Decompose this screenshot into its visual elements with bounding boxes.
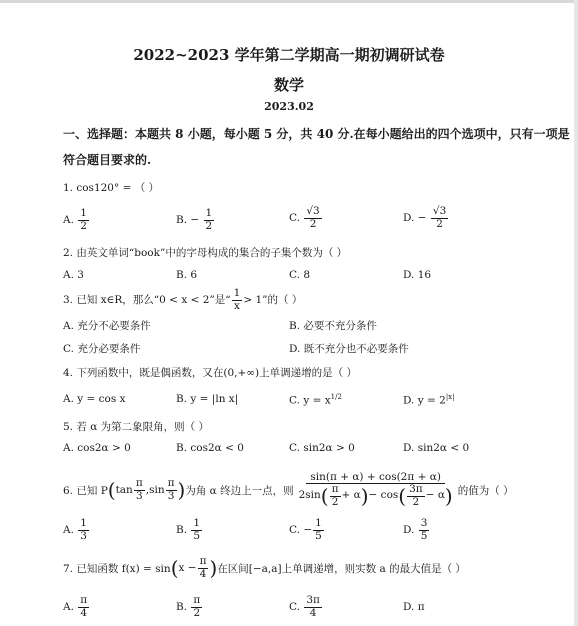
exam-title: 2022~2023 学年第二学期高一期初调研试卷 (133, 46, 445, 64)
question-2-option-b: B. 6 (176, 269, 198, 281)
question-2-option-c: C. 8 (289, 269, 311, 281)
question-1-option-b: B. − $\frac{1}{2}$ (176, 207, 213, 232)
question-6-stem: 6. 已知 P ( tan $\frac{\pi}{3}$ , sin $\frac{\pi}{3}$ ) 为角 α 终边上一点，则 sin(π + α) + cos(2π + α) 2sin ( $\frac{\pi}{2}$ + α ) − cos ( $\frac{3\pi}{2}$ − α ) 的值为（ ） (63, 470, 514, 509)
question-6-option-b: B. $\frac{1}{5}$ (176, 517, 201, 542)
question-7-option-a: A. $\frac{\pi}{4}$ (63, 594, 88, 619)
section-heading-line1: 一、选择题：本题共 8 小题，每小题 5 分，共 40 分.在每小题给出的四个选项中，只有一项是 (63, 127, 570, 141)
question-4-stem: 4. 下列函数中，既是偶函数，又在(0,+∞)上单调递增的是（ ） (63, 367, 357, 379)
question-1-option-a: A. $\frac{1}{2}$ (63, 207, 87, 232)
question-2-option-a: A. 3 (63, 269, 84, 281)
question-3-option-b: B. 必要不充分条件 (289, 320, 377, 332)
question-7-option-c: C. $\frac{3\pi}{4}$ (289, 594, 320, 619)
question-6-option-a: A. $\frac{1}{3}$ (63, 517, 87, 542)
question-5-option-a: A. cos2α > 0 (63, 442, 131, 454)
question-7-option-b: B. $\frac{\pi}{2}$ (176, 594, 201, 619)
question-4-option-d: D. $y = 2^{|x|}$ (403, 393, 455, 407)
question-5-option-c: C. sin2α > 0 (289, 442, 355, 454)
subject-title: 数学 (273, 76, 304, 94)
section-heading-line2: 符合题目要求的. (63, 153, 152, 167)
question-1-option-c: C. $\frac{√3}{2}$ (289, 205, 320, 230)
question-5-option-d: D. sin2α < 0 (403, 442, 470, 454)
question-5-option-b: B. cos2α < 0 (176, 442, 244, 454)
question-7-stem: 7. 已知函数 f(x) = sin ( x − $\frac{\pi}{4}$ ) 在区间[−a,a]上单调递增，则实数 a 的最大值是（ ） (63, 555, 466, 581)
question-3-stem: 3. 已知 x∈R，那么“0 < x < 2”是“ $\frac{1}{x}$ > 1”的（ ） (63, 287, 303, 312)
question-7-option-d: D. π (403, 601, 425, 613)
question-3-option-d: D. 既不充分也不必要条件 (289, 343, 409, 355)
exam-date: 2023.02 (264, 100, 314, 113)
question-2-option-d: D. 16 (403, 269, 432, 281)
question-2-stem: 2. 由英文单词“book”中的字母构成的集合的子集个数为（ ） (63, 247, 348, 259)
question-6-option-c: C. − $\frac{1}{5}$ (289, 517, 322, 542)
question-3-option-a: A. 充分不必要条件 (63, 320, 151, 332)
question-1-stem: 1. cos120° = （ ） (63, 182, 160, 194)
question-1-option-d: D. − $\frac{√3}{2}$ (403, 205, 447, 230)
question-4-option-c: C. $y = x^{1/2}$ (289, 393, 342, 407)
question-3-option-c: C. 充分必要条件 (63, 343, 141, 355)
question-4-option-b: B. y = |ln x| (176, 393, 239, 405)
question-4-option-a: A. y = cos x (63, 393, 126, 405)
page-top-edge (0, 0, 578, 3)
question-5-stem: 5. 若 α 为第二象限角，则（ ） (63, 421, 209, 433)
question-6-option-d: D. $\frac{3}{5}$ (403, 517, 428, 542)
